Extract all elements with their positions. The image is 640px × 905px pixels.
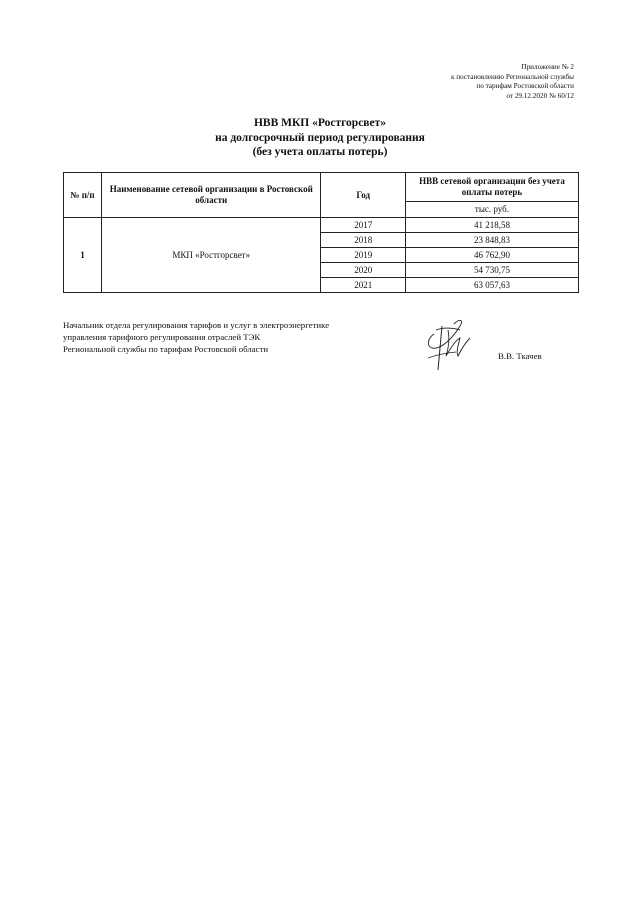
appendix-block	[314, 63, 574, 101]
title-line: (без учета оплаты потерь)	[252, 146, 388, 159]
value-cell: 41 218,58	[405, 218, 578, 233]
title-line: НВВ МКП «Ростгорсвет»	[253, 117, 387, 129]
footer-position	[63, 319, 329, 355]
handwritten-signature-icon	[420, 312, 480, 374]
appendix-line: к постановлению Региональной службы	[450, 72, 574, 81]
org-name: МКП «Ростгорсвет»	[101, 218, 321, 293]
header-year: Год	[321, 173, 405, 218]
header-num: № п/п	[64, 173, 102, 218]
appendix-line: по тарифам Ростовской области	[476, 82, 574, 91]
value-cell: 23 848,83	[405, 233, 578, 248]
row-number: 1	[64, 218, 102, 293]
appendix-line: от 29.12.2020 № 60/12	[506, 91, 574, 100]
year-cell: 2017	[321, 218, 405, 233]
year-cell: 2020	[321, 263, 405, 278]
footer-line: Начальник отдела регулирования тарифов и услуг в электроэнергетике	[63, 320, 330, 330]
year-cell: 2019	[321, 248, 405, 263]
header-value: НВВ сетевой организации без учета оплаты потерь	[405, 173, 578, 202]
value-cell: 63 057,63	[405, 278, 578, 293]
document-title	[0, 116, 640, 160]
title-line: на долгосрочный период регулирования	[215, 131, 425, 144]
year-cell: 2021	[321, 278, 405, 293]
footer-line: Региональной службы по тарифам Ростовской области	[63, 344, 269, 354]
footer-line: управления тарифного регулирования отраслей ТЭК	[63, 332, 261, 342]
signer-name: В.В. Ткачев	[498, 351, 542, 361]
appendix-line: Приложение № 2	[521, 63, 574, 71]
header-name: Наименование сетевой организации в Ростовской области	[101, 173, 321, 218]
table-row	[64, 218, 579, 233]
value-cell: 46 762,90	[405, 248, 578, 263]
nvv-table	[63, 172, 579, 293]
header-unit: тыс. руб.	[405, 202, 578, 218]
value-cell: 54 730,75	[405, 263, 578, 278]
year-cell: 2018	[321, 233, 405, 248]
